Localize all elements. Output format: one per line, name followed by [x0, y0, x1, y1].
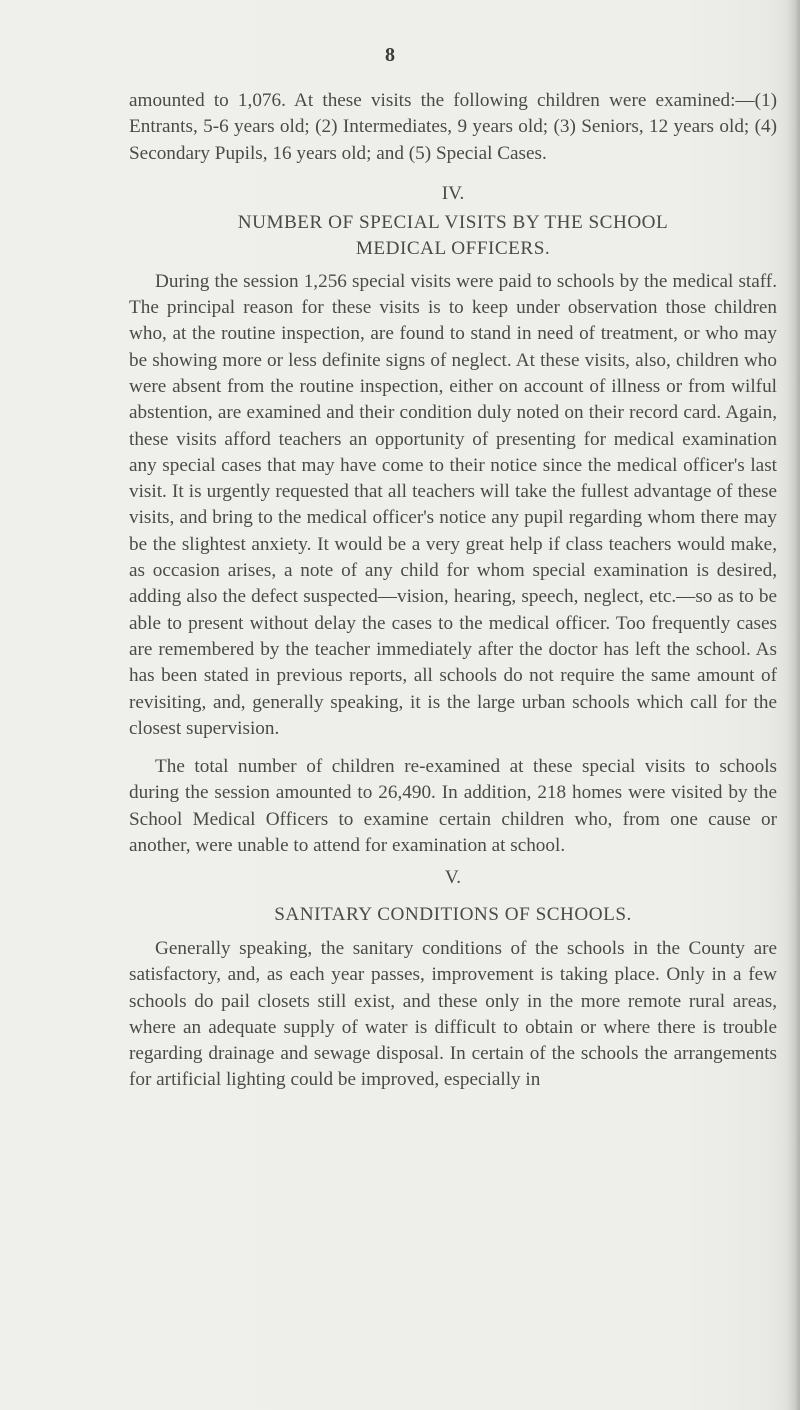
section-v-number: V. — [444, 867, 462, 889]
section-iv-paragraph-1: During the session 1,256 special visits were paid to schools by the medical staff. The principal reason for these visits is to keep under observation those children who, at the routine inspection, are found to stand in need of treatment, or who may be showing more or less definite signs of neglect. At these visits, also, children who were absent from the routine inspection, either on account of illness or from wilful abstention, are examined and their condition duly noted on their record card. Again, these visits afford teachers an opportunity of presenting for medical examination any special cases that may have come to their notice since the medical officer's last visit. It is urgently requested that all teachers will take the fullest advantage of these visits, and bring to the medical officer's notice any pupil regarding whom there may be the slightest anxiety. It would be a very great help if class teachers would make, as occasion arises, a note of any child for whom special examination is desired, adding also the defect suspected—vision, hearing, speech, neglect, etc.—so as to be able to present without delay the cases to the medical officer. Too frequently cases are remembered by the teacher immediately after the doctor has left the school. As has been stated in previous reports, all schools do not require the same amount of revisiting, and, generally speaking, it is the large urban schools which call for the closest supervision. — [129, 270, 777, 739]
section-iv-title-line2: MEDICAL OFFICERS. — [355, 238, 551, 260]
section-v-title: SANITARY CONDITIONS OF SCHOOLS. — [274, 903, 632, 925]
section-iv-number: IV. — [441, 182, 465, 204]
page-edge-shadow — [786, 0, 800, 1410]
section-iv-paragraph-2: The total number of children re-examined at these special visits to schools during the session amounted to 26,490. In addition, 218 homes were visited by the School Medical Officers to examine certain children who, from one cause or another, were unable to attend for examination at school. — [129, 756, 777, 857]
opening-paragraph: amounted to 1,076. At these visits the following children were examined:—(1) Entrants, 5-6 years old; (2) Intermediates, 9 years old; (3) Seniors, 12 years old; (4) Secondary Pupils, 16 years old; and (5) Special Cases. — [129, 90, 777, 164]
section-iv-title-line1: NUMBER OF SPECIAL VISITS BY THE SCHOOL — [237, 212, 669, 234]
document-body — [129, 0, 777, 1094]
section-v-paragraph-1: Generally speaking, the sanitary conditions of the schools in the County are satisfactory, and, as each year passes, improvement is taking place. Only in a few schools do pail closets still exist, and these only in the more remote rural areas, where an adequate supply of water is difficult to obtain or where there is trouble regarding drainage and sewage disposal. In certain of the schools the arrangements for artificial lighting could be improved, especially in — [129, 937, 777, 1091]
page-number: 8 — [385, 44, 395, 66]
